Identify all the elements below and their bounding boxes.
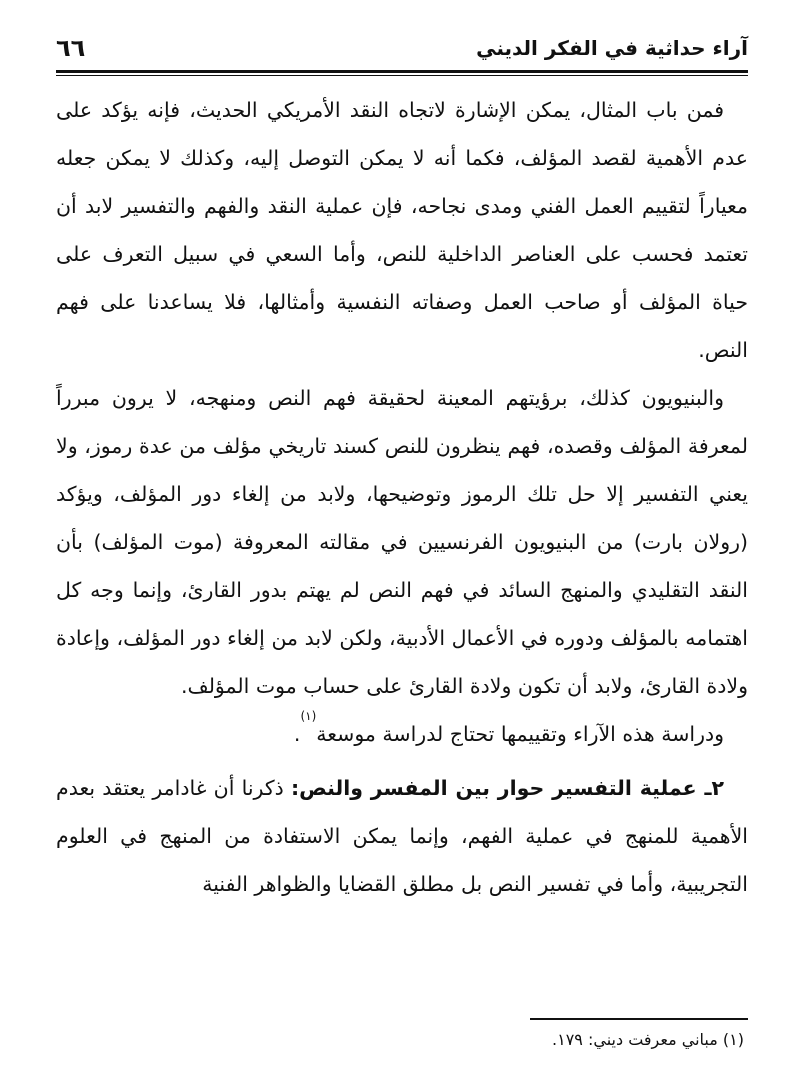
footnote-reference[interactable]: (١)	[300, 709, 317, 723]
page-number: ٦٦	[56, 34, 86, 62]
section-heading-inline: ٢ـ عملية التفسير حوار بين المفسر والنص:	[290, 776, 724, 800]
paragraph-3	[56, 710, 748, 758]
paragraph-3-end: .	[293, 722, 301, 746]
main-text	[56, 86, 748, 908]
header-rule	[56, 70, 748, 76]
footnote: (١) مباني معرفت ديني: ١٧٩.	[552, 1030, 744, 1049]
paragraph-4-text: ذكرنا أن غادامر يعتقد بعدم الأهمية للمنهج في عملية الفهم، وإنما يمكن الاستفادة من المنهج في العلوم التجريبية، وأما في تفسير النص بل مطلق القضايا والظواهر الفنية	[56, 776, 748, 896]
footnote-rule	[530, 1018, 748, 1020]
page-header	[56, 28, 748, 68]
paragraph-1: فمن باب المثال، يمكن الإشارة لاتجاه النقد الأمريكي الحديث، فإنه يؤكد على عدم الأهمية لقصد المؤلف، فكما أنه لا يمكن التوصل إليه، وكذلك لا يمكن جعله معياراً لتقييم العمل الفني ومدى نجاحه، فإن عملية النقد والفهم والتفسير لابد أن تعتمد فحسب على العناصر الداخلية للنص، وأما السعي في سبيل التعرف على حياة المؤلف أو صاحب العمل وصفاته النفسية وأمثالها، فلا يساعدنا على فهم النص.	[56, 98, 748, 362]
paragraph-3-text: ودراسة هذه الآراء وتقييمها تحتاج لدراسة موسعة	[316, 722, 724, 746]
paragraph-4	[56, 764, 748, 908]
running-title: آراء حداثية في الفكر الديني	[476, 36, 748, 60]
paragraph-2	[56, 374, 748, 710]
paragraph-2-text: والبنيويون كذلك، برؤيتهم المعينة لحقيقة فهم النص ومنهجه، لا يرون مبرراً لمعرفة المؤلف وقصده، فهم ينظرون للنص كسند تاريخي مؤلف من عدة رموز، ولا يعني التفسير إلا حل تلك الرموز وتوضيحها، ولابد من إلغاء دور المؤلف، ويؤكد (رولان بارت) من البنيويون الفرنسيين في مقالته المعروفة (موت المؤلف) بأن النقد التقليدي والمنهج السائد في فهم النص لم يهتم بدور القارئ، وإنما وجه كل اهتمامه بالمؤلف ودوره في الأعمال الأدبية، ولكن لابد من إلغاء دور المؤلف، وإعادة ولادة القارئ، ولابد أن تكون ولادة القارئ على حساب موت المؤلف.	[56, 386, 748, 698]
